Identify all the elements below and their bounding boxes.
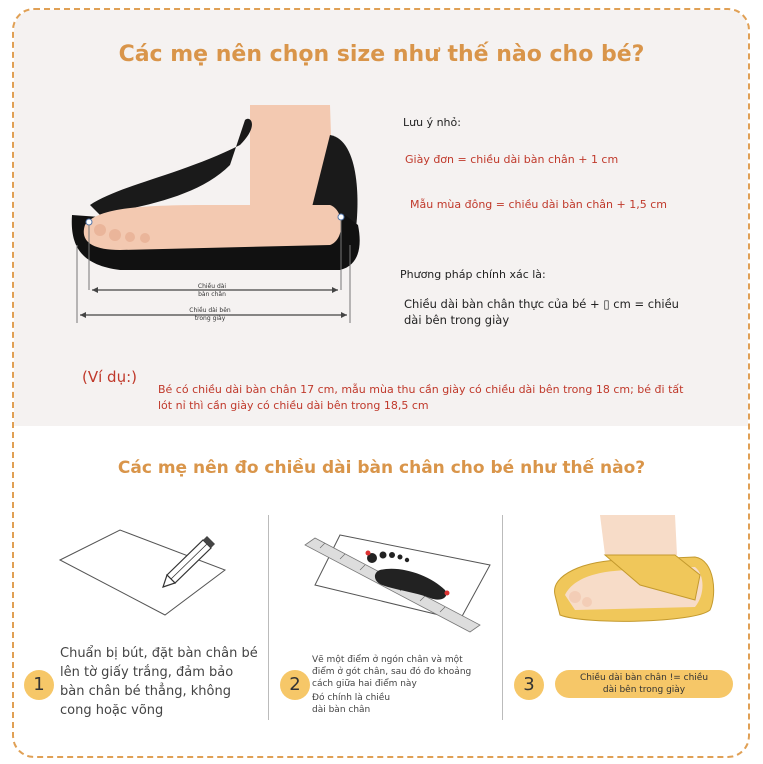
step-2-badge: 2 [280, 670, 310, 700]
method-text: Chiều dài bàn chân thực của bé + ▯ cm = chiều dài bên trong giày [404, 297, 679, 327]
sandal-icon [545, 515, 720, 635]
step-2-text [312, 654, 487, 716]
step-3-text: Chiều dài bàn chân != chiều dài bên trong giày [579, 673, 709, 695]
step-2-text-b: Đó chính là chiều dài bàn chân [312, 693, 391, 715]
step-3-pill [555, 670, 733, 698]
example-label: (Ví dụ:) [82, 368, 137, 386]
column-divider-2 [502, 515, 503, 720]
step-2-text-a: Vẽ một điểm ở ngón chân và một điểm ở gót chân, sau đó đo khoảng cách giữa hai điểm này [312, 655, 472, 689]
rule-winter-shoe: Mẫu mùa đông = chiều dài bàn chân + 1,5 cm [410, 198, 667, 211]
step-1-text: Chuẩn bị bút, đặt bàn chân bé lên tờ giấy trắng, đảm bảo bàn chân bé thẳng, không cong hoặc võng [60, 646, 258, 718]
section2-title: Các mẹ nên đo chiều dài bàn chân cho bé như thế nào? [117, 458, 646, 478]
step-3-badge: 3 [514, 670, 544, 700]
foot-length-label: Chiều dài bàn chân [197, 283, 227, 298]
step1-illustration [55, 530, 235, 620]
column-divider-1 [268, 515, 269, 720]
notes-heading: Lưu ý nhỏ: [403, 116, 461, 129]
rule-single-shoe: Giày đơn = chiều dài bàn chân + 1 cm [405, 153, 619, 166]
example-text: Bé có chiều dài bàn chân 17 cm, mẫu mùa thu cần giày có chiều dài bên trong 18 cm; bé đi tất lót nỉ thì cần giày có chiều dài bên trong 18,5 cm [158, 383, 684, 412]
method-heading: Phương pháp chính xác là: [400, 268, 546, 281]
step-1-badge: 1 [24, 670, 54, 700]
step2-illustration [300, 530, 495, 635]
section1-title: Các mẹ nên chọn size như thế nào cho bé? [118, 42, 645, 67]
inner-length-label: Chiều dài bên trong giày [189, 307, 231, 322]
shoe-foot-illustration [60, 105, 370, 335]
